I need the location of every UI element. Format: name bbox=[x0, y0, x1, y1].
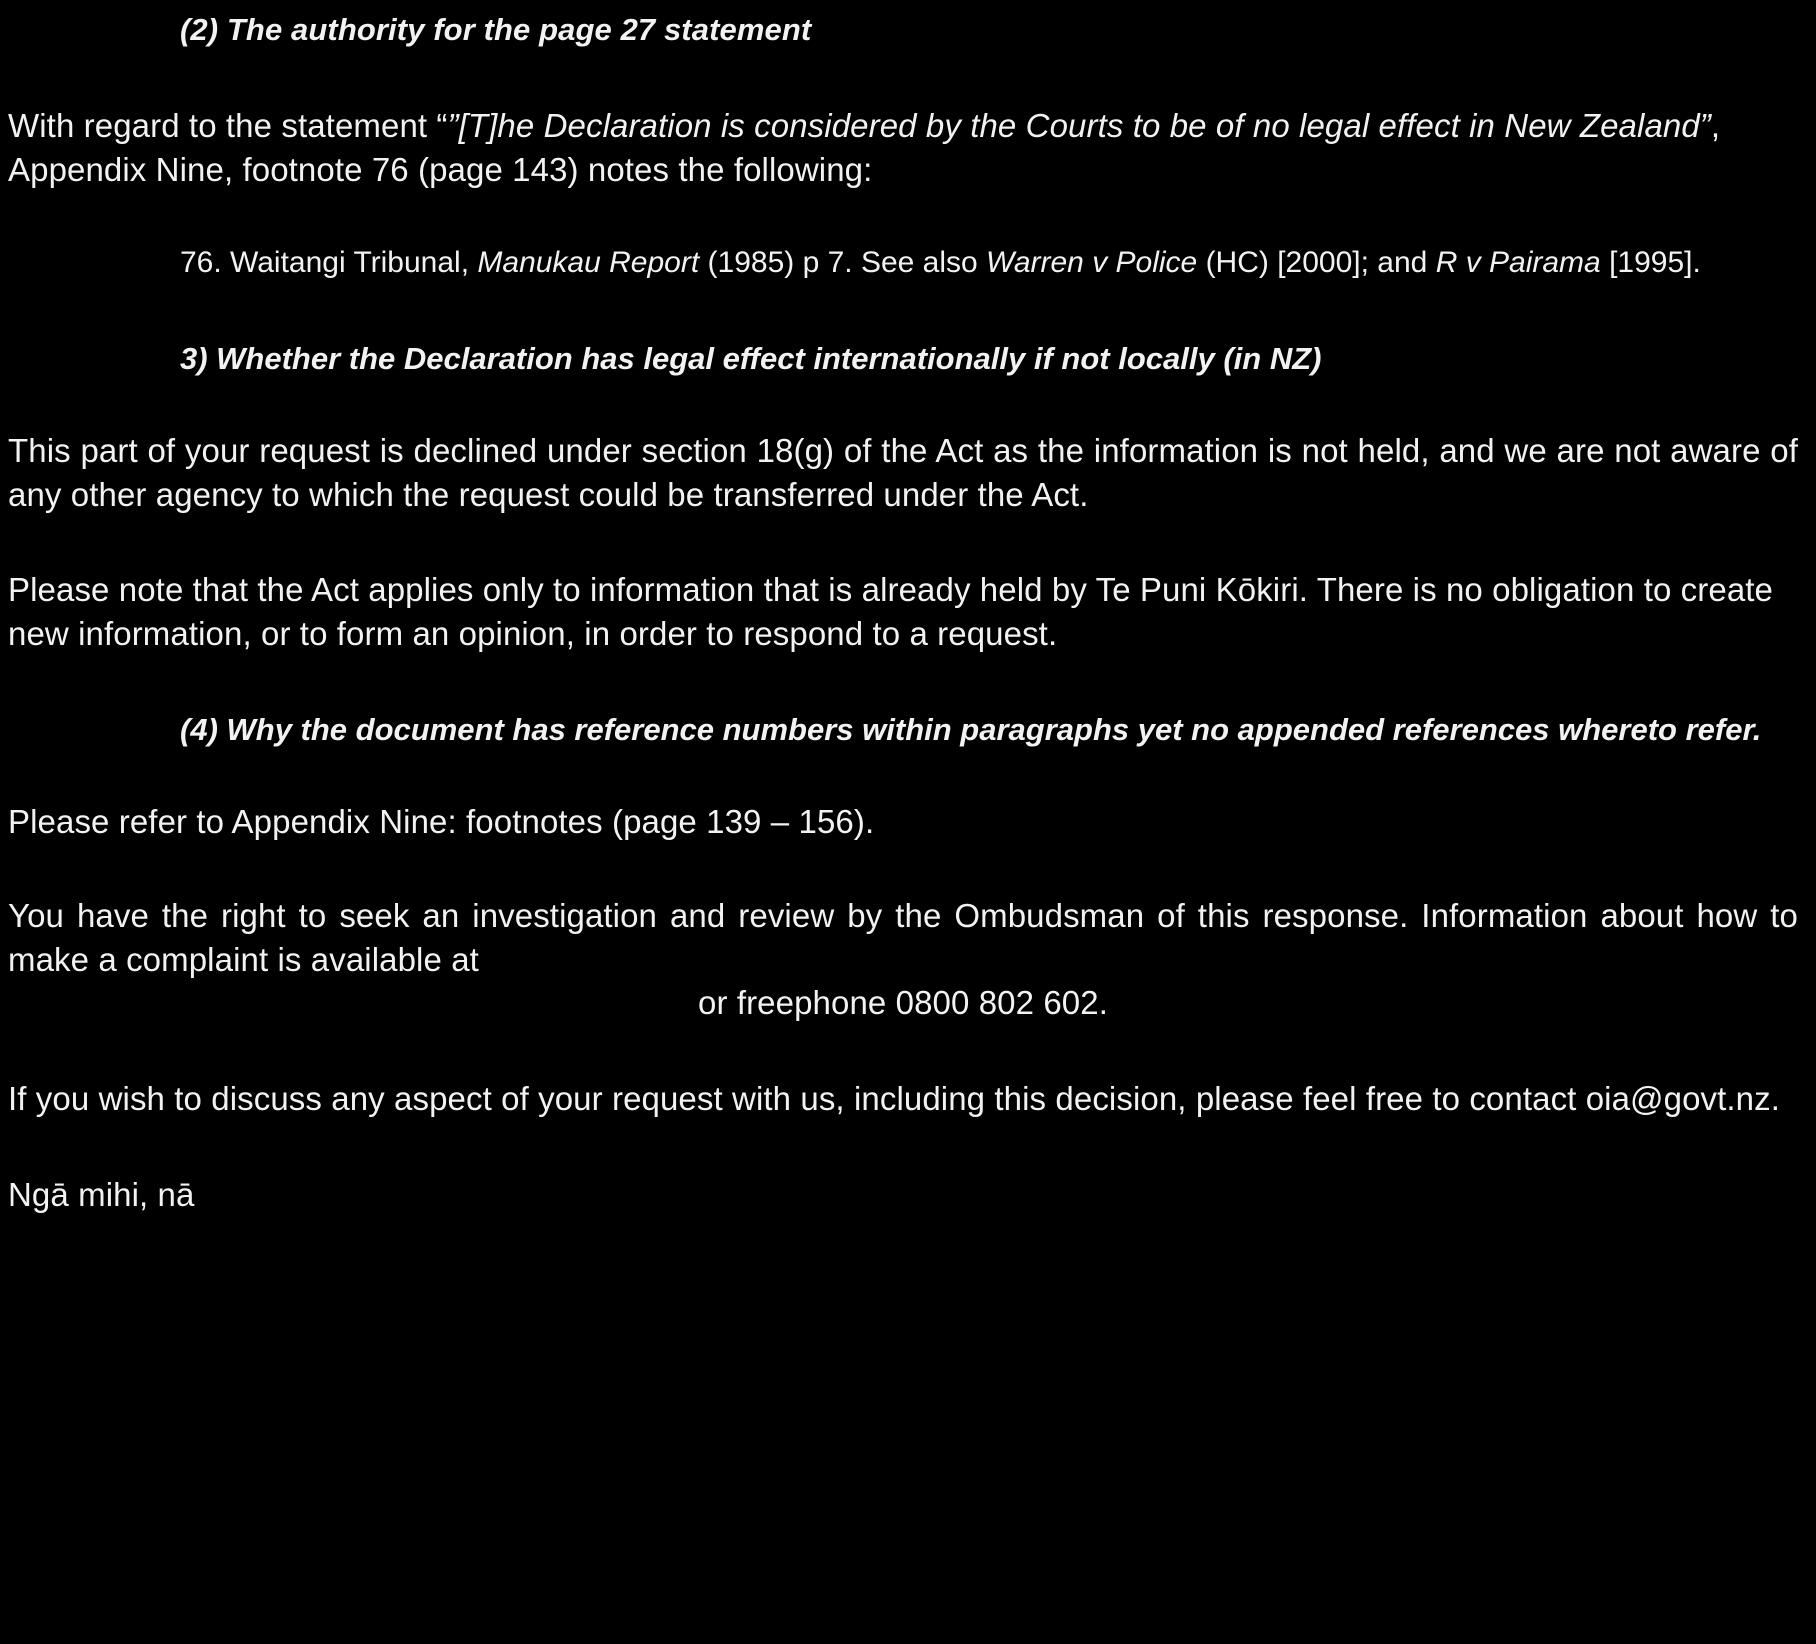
footnote-mid-1: (1985) p 7. See also bbox=[699, 246, 987, 280]
footnote-mid-2: (HC) [2000]; and bbox=[1197, 246, 1436, 280]
with-regard-lead: With regard to the statement “ bbox=[8, 106, 448, 144]
footnote-76-block bbox=[8, 243, 1798, 283]
paragraph-discuss-request: If you wish to discuss any aspect of your request with us, including this decision, please feel free to contact oia@govt.nz. bbox=[8, 1080, 1781, 1118]
with-regard-quote: ”[T]he Declaration is considered by the Courts to be of no legal effect in New Zealand” bbox=[447, 106, 1711, 144]
paragraph-ombudsman: You have the right to seek an investigation and review by the Ombudsman of this response. Information about how to make a complaint is available at bbox=[8, 896, 1798, 978]
paragraph-request-declined: This part of your request is declined under section 18(g) of the Act as the information is not held, and we are not aware of any other agency to which the request could be transferred under the Act. bbox=[8, 431, 1798, 513]
paragraph-freephone: or freephone 0800 802 602. bbox=[698, 984, 1108, 1022]
paragraph-refer-appendix: Please refer to Appendix Nine: footnotes (page 139 – 156). bbox=[8, 802, 875, 840]
section-3-heading: 3) Whether the Declaration has legal effect internationally if not locally (in NZ) bbox=[180, 341, 1322, 377]
paragraph-with-regard bbox=[8, 104, 1798, 192]
signoff-nga-mihi: Ngā mihi, nā bbox=[8, 1176, 195, 1214]
section-2-heading: (2) The authority for the page 27 statement bbox=[180, 12, 812, 47]
case-r-v-pairama: R v Pairama bbox=[1435, 246, 1601, 280]
with-regard-tail: , Appendix Nine, footnote 76 (page 143) notes the following: bbox=[8, 106, 1721, 188]
case-warren-v-police: Warren v Police bbox=[986, 246, 1198, 280]
section-4-heading: (4) Why the document has reference numbers within paragraphs yet no appended references whereto refer. bbox=[180, 712, 1762, 748]
paragraph-please-note: Please note that the Act applies only to information that is already held by Te Puni Kōkiri. There is no obligation to create new information, or to form an opinion, in order to respond to a request. bbox=[8, 571, 1773, 653]
document-body bbox=[8, 0, 1798, 1217]
footnote-tail: [1995]. bbox=[1600, 246, 1701, 280]
manukau-report-title: Manukau Report bbox=[477, 246, 700, 280]
footnote-number: 76. Waitangi Tribunal, bbox=[180, 246, 478, 280]
